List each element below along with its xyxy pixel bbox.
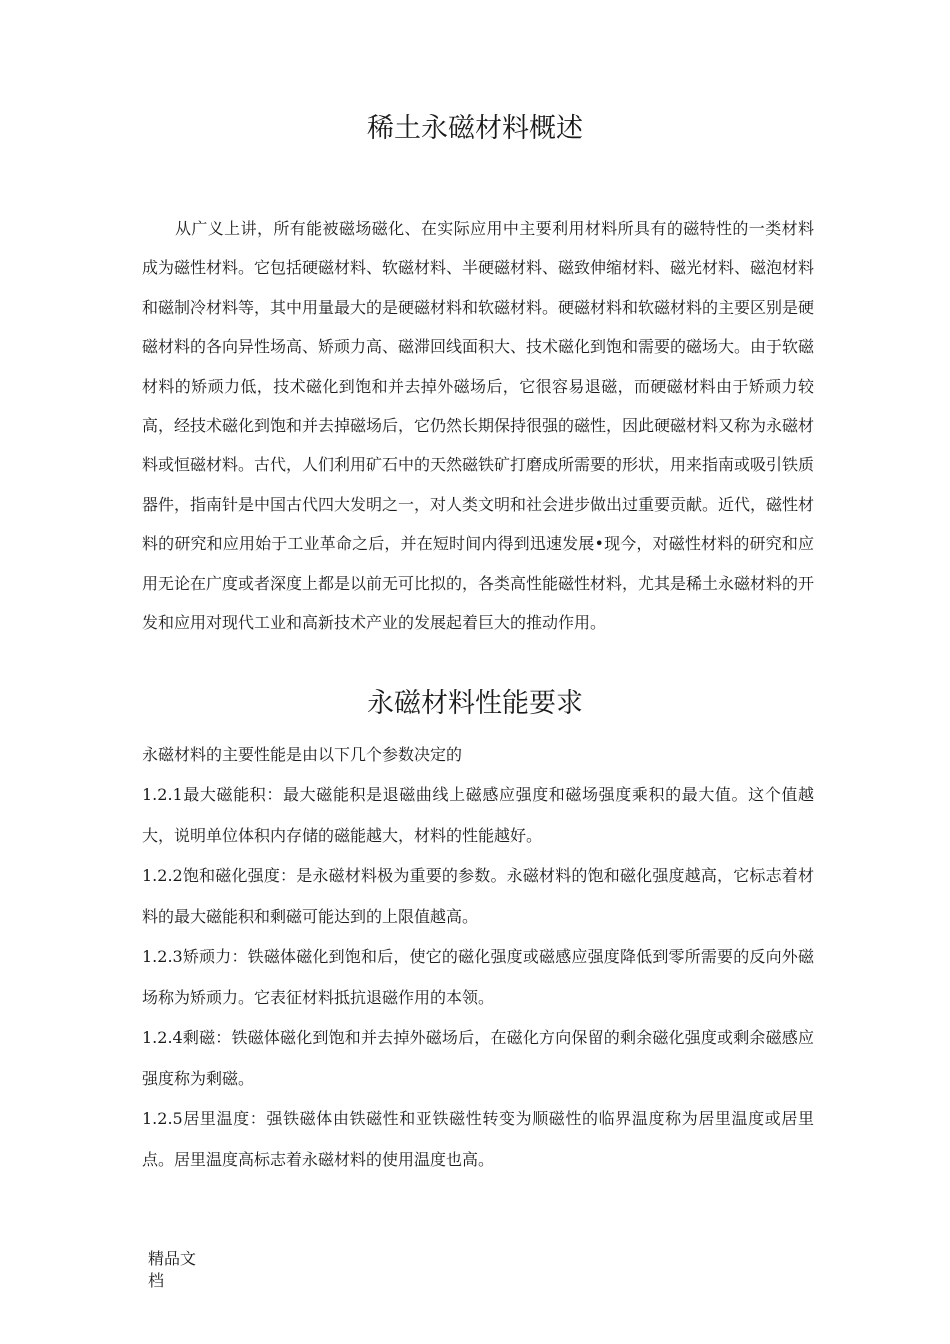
footer-watermark: 精品文档	[148, 1249, 197, 1290]
document-title: 稀土永磁材料概述	[367, 113, 583, 144]
property-item-max-energy-product: 1.2.1最大磁能积：最大磁能积是退磁曲线上磁感应强度和磁场强度乘积的最大值。这个值越大，说明单位体积内存储的磁能越大，材料的性能越好。	[142, 785, 814, 845]
property-item-remanence: 1.2.4剩磁：铁磁体磁化到饱和并去掉外磁场后，在磁化方向保留的剩余磁化强度或剩余磁感应强度称为剩磁。	[142, 1028, 814, 1088]
section-title: 永磁材料性能要求	[367, 688, 583, 719]
property-list	[142, 775, 814, 1180]
section-lead: 永磁材料的主要性能是由以下几个参数决定的	[142, 745, 463, 764]
property-item-coercivity: 1.2.3矫顽力：铁磁体磁化到饱和后，使它的磁化强度或磁感应强度降低到零所需要的反向外磁场称为矫顽力。它表征材料抵抗退磁作用的本领。	[142, 947, 814, 1007]
intro-paragraph: 从广义上讲，所有能被磁场磁化、在实际应用中主要利用材料所具有的磁特性的一类材料成为磁性材料。它包括硬磁材料、软磁材料、半硬磁材料、磁致伸缩材料、磁光材料、磁泡材料和磁制冷材料等，其中用量最大的是硬磁材料和软磁材料。硬磁材料和软磁材料的主要区别是硬磁材料的各向异性场高、矫顽力高、磁滞回线面积大、技术磁化到饱和需要的磁场大。由于软磁材料的矫顽力低，技术磁化到饱和并去掉外磁场后，它很容易退磁，而硬磁材料由于矫顽力较高，经技术磁化到饱和并去掉磁场后，它仍然长期保持很强的磁性，因此硬磁材料又称为永磁材料或恒磁材料。古代，人们利用矿石中的天然磁铁矿打磨成所需要的形状，用来指南或吸引铁质器件，指南针是中国古代四大发明之一，对人类文明和社会进步做出过重要贡献。近代，磁性材料的研究和应用始于工业革命之后，并在短时间内得到迅速发展•现今，对磁性材料的研究和应用无论在广度或者深度上都是以前无可比拟的，各类高性能磁性材料，尤其是稀土永磁材料的开发和应用对现代工业和高新技术产业的发展起着巨大的推动作用。	[142, 219, 815, 633]
property-item-curie-temperature: 1.2.5居里温度：强铁磁体由铁磁性和亚铁磁性转变为顺磁性的临界温度称为居里温度或居里点。居里温度高标志着永磁材料的使用温度也高。	[142, 1109, 814, 1169]
property-item-saturation-magnetization: 1.2.2饱和磁化强度：是永磁材料极为重要的参数。永磁材料的饱和磁化强度越高，它标志着材料的最大磁能积和剩磁可能达到的上限值越高。	[142, 866, 814, 926]
